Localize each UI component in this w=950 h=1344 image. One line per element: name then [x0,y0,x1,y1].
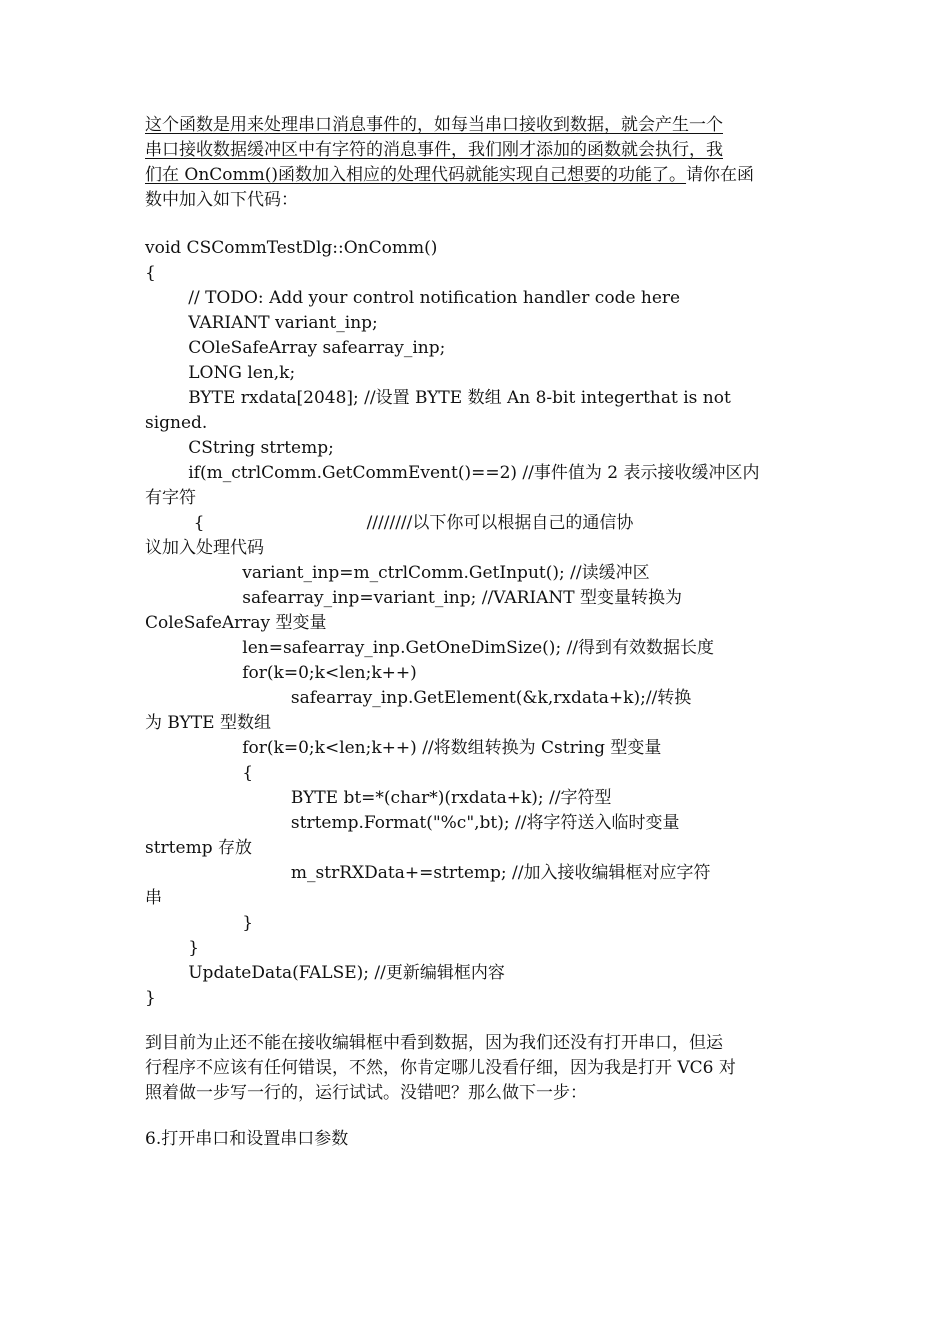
outro-line-3: 照着做一步写一行的，运行试试。没错吧？那么做下一步： [145,1083,587,1103]
code-line: for(k=0;k<len;k++) //将数组转换为 Cstring 型变量 [145,738,662,758]
code-line: signed. [145,413,208,433]
code-line: strtemp 存放 [145,838,252,858]
code-line: variant_inp=m_ctrlComm.GetInput(); //读缓冲区 [145,563,650,583]
code-line: m_strRXData+=strtemp; //加入接收编辑框对应字符 [145,863,711,883]
outro-line-1: 到目前为止还不能在接收编辑框中看到数据，因为我们还没有打开串口，但运 [145,1033,723,1053]
code-line: VARIANT variant_inp; [145,313,378,333]
code-line: 议加入处理代码 [145,538,264,558]
intro-line-3-underlined: 们在 OnComm()函数加入相应的处理代码就能实现自己想要的功能了。 [145,165,687,185]
code-line: 有字符 [145,488,196,508]
code-line: { ////////以下你可以根据自己的通信协 [145,513,634,533]
code-line: void CSCommTestDlg::OnComm() [145,238,438,258]
intro-line-1: 这个函数是用来处理串口消息事件的，如每当串口接收到数据，就会产生一个 [145,115,723,135]
code-line: CString strtemp; [145,438,334,458]
intro-line-3-rest: 请你在函 [686,165,755,185]
section-heading: 6.打开串口和设置串口参数 [145,1129,349,1149]
intro-line-3 [145,163,754,188]
intro-line-2: 串口接收数据缓冲区中有字符的消息事件，我们刚才添加的函数就会执行，我 [145,140,723,160]
code-line: { [145,263,156,283]
code-line: } [145,988,156,1008]
code-line: LONG len,k; [145,363,296,383]
code-line: UpdateData(FALSE); //更新编辑框内容 [145,963,505,983]
code-line: BYTE bt=*(char*)(rxdata+k); //字符型 [145,788,612,808]
code-line: ColeSafeArray 型变量 [145,613,327,633]
code-line: BYTE rxdata[2048]; //设置 BYTE 数组 An 8-bit integerthat is not [145,388,731,408]
code-line: for(k=0;k<len;k++) [145,663,417,683]
code-line: 为 BYTE 型数组 [145,713,271,733]
code-line: safearray_inp=variant_inp; //VARIANT 型变量转换为 [145,588,683,608]
code-line: strtemp.Format("%c",bt); //将字符送入临时变量 [145,813,680,833]
code-line: } [145,913,254,933]
code-line: { [145,763,254,783]
code-line: 串 [145,888,162,908]
intro-line-4: 数中加入如下代码： [145,190,298,210]
outro-line-2: 行程序不应该有任何错误，不然，你肯定哪儿没看仔细，因为我是打开 VC6 对 [145,1058,736,1078]
code-line: if(m_ctrlComm.GetCommEvent()==2) //事件值为 2 表示接收缓冲区内 [145,463,760,483]
code-line: COleSafeArray safearray_inp; [145,338,446,358]
code-line: // TODO: Add your control notification handler code here [145,288,681,308]
code-line: safearray_inp.GetElement(&k,rxdata+k);//转换 [145,688,692,708]
code-line: } [145,938,200,958]
code-line: len=safearray_inp.GetOneDimSize(); //得到有效数据长度 [145,638,715,658]
